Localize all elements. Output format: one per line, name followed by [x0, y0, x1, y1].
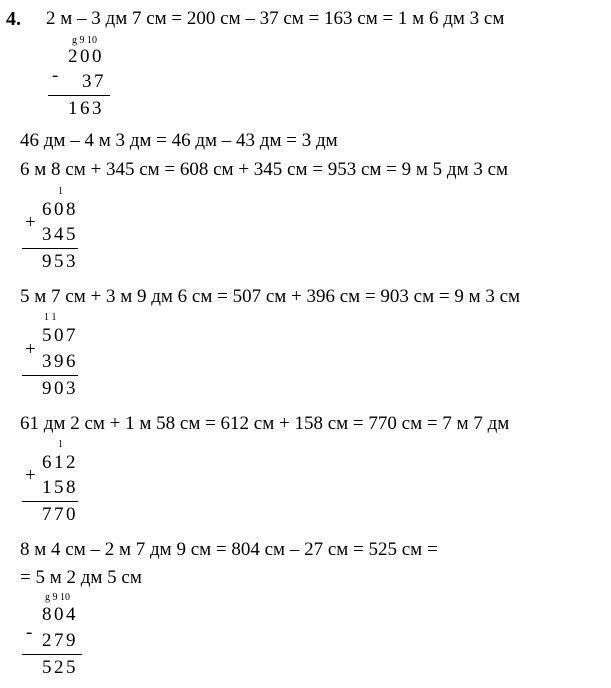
sum: 903 [42, 378, 78, 399]
result-bar [22, 501, 78, 502]
plus-sign: + [25, 212, 36, 233]
equation-line-1: 2 м – 3 дм 7 см = 200 см – 37 см = 163 см = 1 м 6 дм 3 см [46, 8, 505, 29]
addend-1: 612 [42, 452, 78, 473]
addend-1: 608 [42, 199, 78, 220]
task-number: 4. [6, 8, 21, 30]
equation-line-4: 5 м 7 см + 3 м 9 дм 6 см = 507 см + 396 см = 903 см = 9 м 3 см [20, 286, 521, 307]
plus-sign: + [25, 339, 36, 360]
addend-2: 345 [42, 224, 78, 245]
result-bar [22, 375, 78, 376]
equation-line-2: 46 дм – 4 м 3 дм = 46 дм – 43 дм = 3 дм [20, 130, 338, 151]
carry-marks: 1 1 [44, 312, 57, 323]
result-bar [22, 654, 82, 655]
borrow-marks: g 9 10 [45, 592, 70, 603]
subtrahend: 37 [82, 71, 106, 92]
equation-line-7: = 5 м 2 дм 5 см [20, 567, 142, 588]
subtrahend: 279 [42, 630, 78, 651]
carry-marks: 1 [58, 186, 63, 197]
minuend: 804 [42, 604, 78, 625]
result-bar [48, 95, 110, 96]
minus-sign: - [26, 622, 33, 643]
minuend: 200 [68, 46, 104, 67]
minus-sign: - [52, 65, 59, 86]
equation-line-3: 6 м 8 см + 345 см = 608 см + 345 см = 953 см = 9 м 5 дм 3 см [20, 159, 509, 180]
difference: 163 [68, 98, 104, 119]
equation-line-5: 61 дм 2 см + 1 м 58 см = 612 см + 158 см = 770 см = 7 м 7 дм [20, 413, 510, 434]
result-bar [22, 248, 78, 249]
addend-2: 158 [42, 477, 78, 498]
equation-line-6: 8 м 4 см – 2 м 7 дм 9 см = 804 см – 27 см = 525 см = [20, 539, 438, 560]
difference: 525 [42, 657, 78, 678]
plus-sign: + [25, 465, 36, 486]
addend-1: 507 [42, 325, 78, 346]
borrow-marks: g 9 10 [72, 35, 97, 46]
sum: 953 [42, 251, 78, 272]
addend-2: 396 [42, 351, 78, 372]
sum: 770 [42, 504, 78, 525]
carry-marks: 1 [58, 439, 63, 450]
